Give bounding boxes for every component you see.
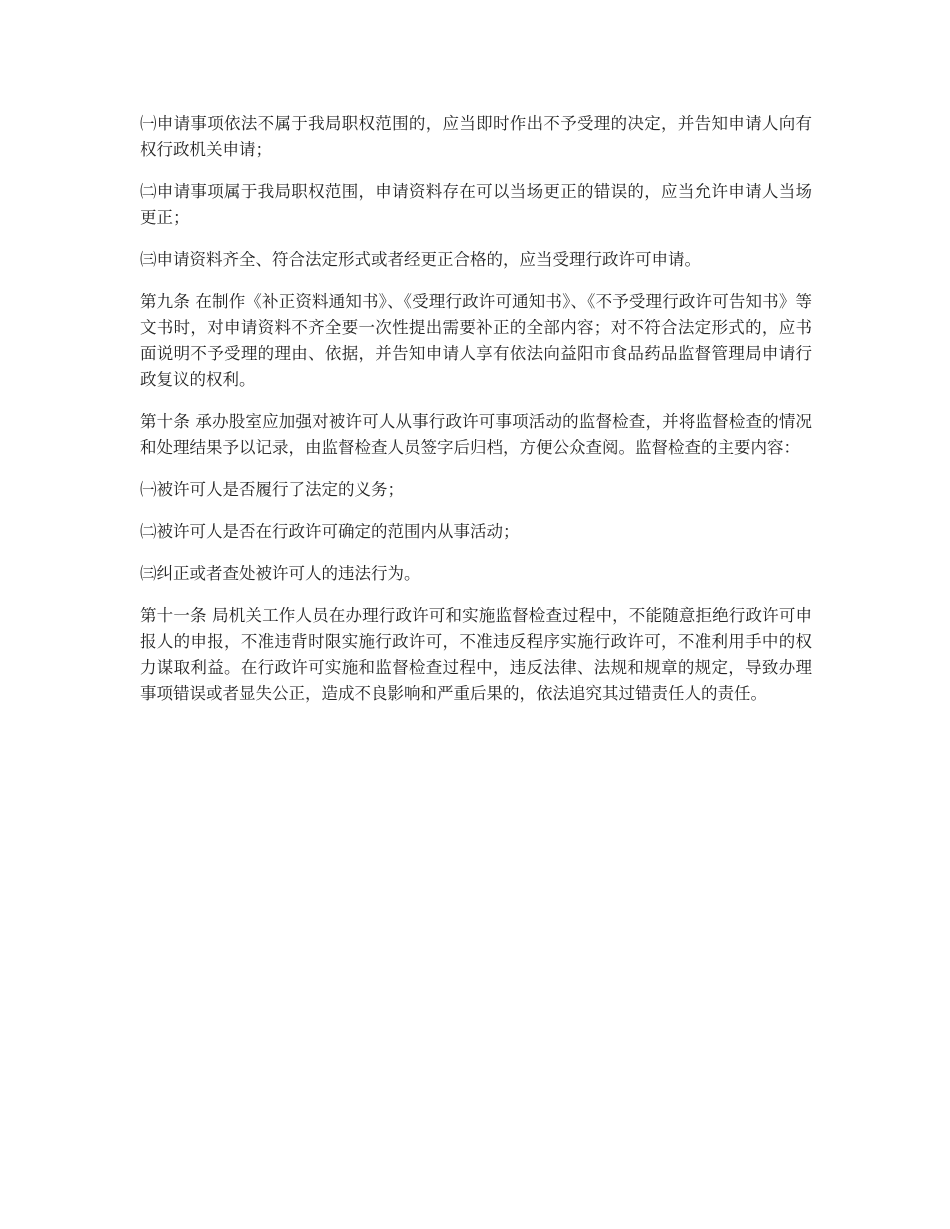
paragraph-item-6: ㈢纠正或者查处被许可人的违法行为。 (140, 564, 421, 583)
article-11-paragraph: 第十一条 局机关工作人员在办理行政许可和实施监督检查过程中，不能随意拒绝行政许可申报人的申报，不准违背时限实施行政许可，不准违反程序实施行政许可，不准利用手中的权力谋取利益。在行政许可实施和监督检查过程中，违反法律、法规和规章的规定，导致办理事项错误或者显失公正，造成不良影响和严重后果的，依法追究其过错责任人的责任。 (140, 606, 812, 703)
document-body (140, 111, 812, 723)
paragraph-item-1: ㈠申请事项依法不属于我局职权范围的，应当即时作出不予受理的决定，并告知申请人向有权行政机关申请； (140, 114, 812, 159)
paragraph-item-4: ㈠被许可人是否履行了法定的义务； (140, 480, 404, 499)
paragraph-item-5: ㈡被许可人是否在行政许可确定的范围内从事活动； (140, 522, 520, 541)
article-10-paragraph: 第十条 承办股室应加强对被许可人从事行政许可事项活动的监督检查，并将监督检查的情况和处理结果予以记录，由监督检查人员签字后归档，方便公众查阅。监督检查的主要内容： (140, 412, 812, 457)
paragraph-item-2: ㈡申请事项属于我局职权范围，申请资料存在可以当场更正的错误的，应当允许申请人当场更正； (140, 182, 812, 227)
article-9-paragraph: 第九条 在制作《补正资料通知书》、《受理行政许可通知书》、《不予受理行政许可告知书》等文书时，对申请资料不齐全要一次性提出需要补正的全部内容；对不符合法定形式的，应书面说明不予受理的理由、依据，并告知申请人享有依法向益阳市食品药品监督管理局申请行政复议的权利。 (140, 292, 812, 389)
paragraph-item-3: ㈢申请资料齐全、符合法定形式或者经更正合格的，应当受理行政许可申请。 (140, 250, 701, 269)
